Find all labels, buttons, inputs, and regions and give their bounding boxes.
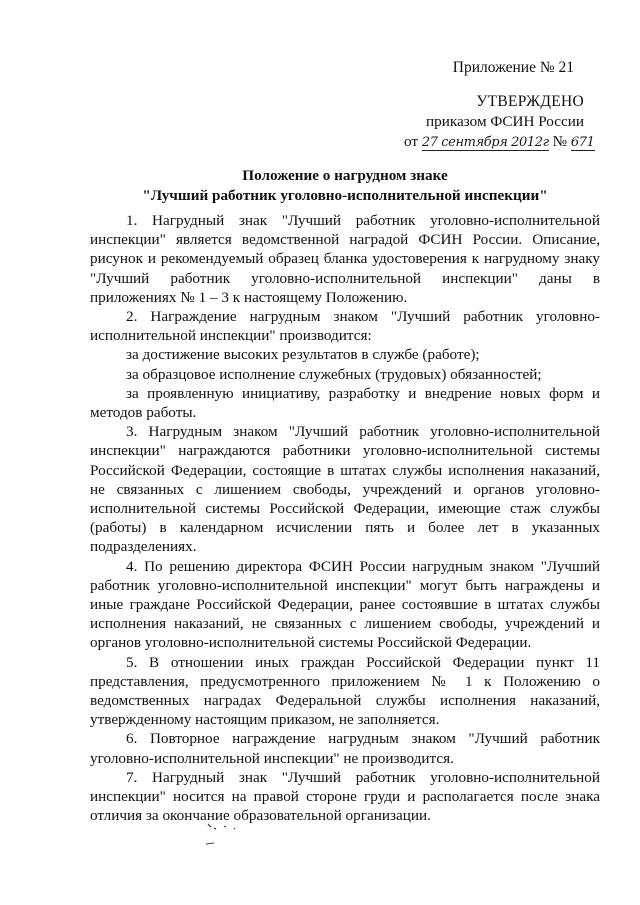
title-line-1: Положение о нагрудном знаке — [242, 167, 448, 184]
scan-smudge-marks — [204, 822, 254, 852]
paragraph-2-item-3: за проявленную инициативу, разработку и внедрение новых форм и методов работы. — [90, 384, 600, 422]
annex-label: Приложение № 21 — [452, 59, 574, 76]
number-sign: № — [552, 133, 568, 150]
paragraph-6: 6. Повторное награждение нагрудным знаком "Лучший работник уголовно-исполнительной инспекции" не производится. — [90, 730, 600, 767]
document-title — [90, 166, 600, 206]
approval-authority: приказом ФСИН России — [426, 113, 584, 130]
paragraph-1: 1. Нагрудный знак "Лучший работник уголовно-исполнительной инспекции" является ведомственной наградой ФСИН России. Описание, рисунок и рекомендуемый образец бланка удостоверения к нагрудному знаку "Лучший работник уголовно-исполнительной инспекции" даны в приложениях № 1 – 3 к настоящему Положению. — [90, 212, 600, 306]
paragraph-7: 7. Нагрудный знак "Лучший работник уголовно-исполнительной инспекции" носится на правой стороне груди и располагается после знака отличия за окончание образовательной организации. — [90, 768, 600, 825]
paragraph-5: 5. В отношении иных граждан Российской Федерации пункт 11 представления, предусмотренного приложением № 1 к Положению о ведомственных наградах Федеральной службы исполнения наказаний, утвержденному настоящим приказом, не заполняется. — [90, 653, 600, 729]
paragraph-4: 4. По решению директора ФСИН России нагрудным знаком "Лучший работник уголовно-исполнительной инспекции" могут быть награждены и иные граждане Российской Федерации, ранее состоявшие в штатах службы исполнения наказаний, не связанных с лишением свободы, учреждений и органов уголовно-исполнительной системы Российской Федерации. — [90, 557, 600, 652]
title-line-2: "Лучший работник уголовно-исполнительной инспекции" — [142, 187, 548, 204]
date-prefix: от — [404, 133, 419, 150]
order-date-line — [404, 132, 595, 152]
handwritten-order-number: 671 — [570, 135, 595, 150]
paragraph-2-item-2: за образцовое исполнение служебных (трудовых) обязанностей; — [126, 365, 542, 383]
handwritten-date: 27 сентября 2012г — [421, 135, 549, 150]
approval-block — [404, 92, 595, 152]
approval-heading: УТВЕРЖДЕНО — [476, 93, 584, 110]
document-body — [90, 211, 600, 826]
paragraph-2-item-1: за достижение высоких результатов в службе (работе); — [126, 346, 480, 364]
paragraph-2: 2. Награждение нагрудным знаком "Лучший работник уголовно-исполнительной инспекции" производится: — [90, 308, 600, 345]
paragraph-3: 3. Нагрудным знаком "Лучший работник уголовно-исполнительной инспекции" награждаются работники уголовно-исполнительной системы Российской Федерации, состоящие в штатах службы исполнения наказаний, не связанных с лишением свободы, учреждений и органов уголовно-исполнительной системы Российской Федерации, имеющие стаж службы (работы) в календарном исчислении пять и более лет в указанных подразделениях. — [90, 423, 600, 556]
